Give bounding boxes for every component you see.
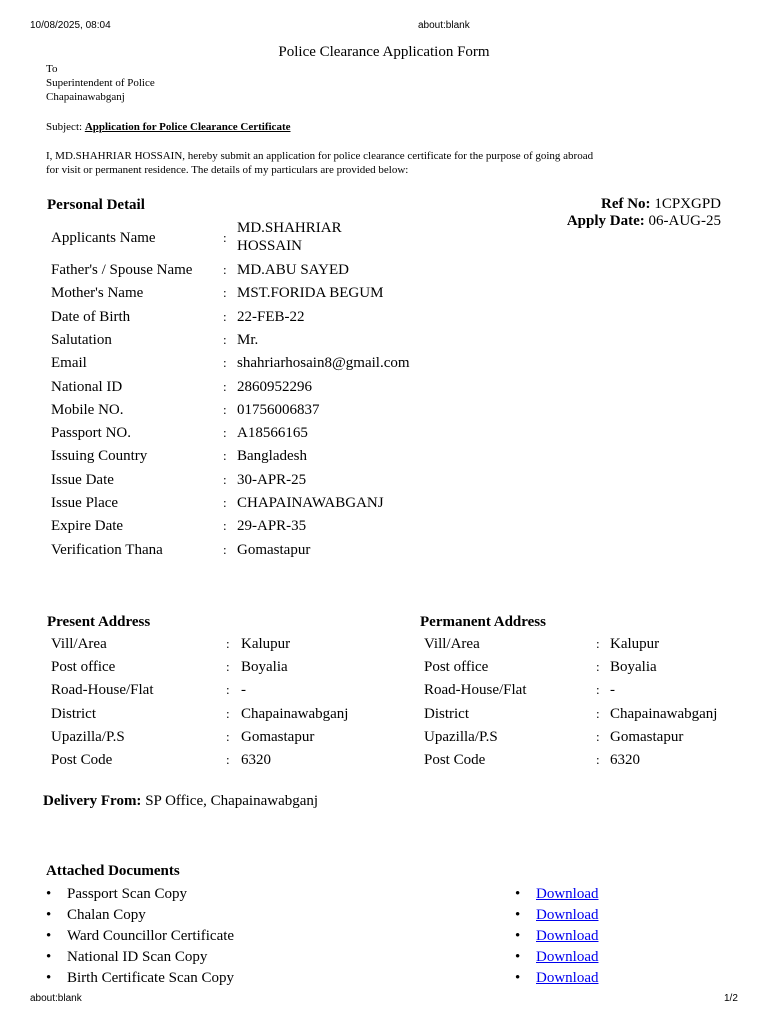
colon: :: [226, 659, 230, 674]
delivery-label: Delivery From:: [43, 793, 142, 809]
value-passport-no: A18566165: [237, 425, 308, 441]
download-item: [515, 906, 599, 927]
form-title: Police Clearance Application Form: [278, 44, 490, 60]
applicant-name-label: Applicants Name: [51, 230, 156, 246]
download-link[interactable]: Download: [536, 949, 599, 965]
colon: :: [226, 729, 230, 744]
label-mobile-no: Mobile NO.: [51, 402, 124, 418]
label-issue-place: Issue Place: [51, 495, 119, 511]
present-label-district: District: [51, 706, 96, 722]
label-expire-date: Expire Date: [51, 518, 124, 534]
print-page-number: 1/2: [724, 993, 738, 1004]
colon: :: [223, 472, 227, 487]
value-mobile-no: 01756006837: [237, 402, 320, 418]
present-value-upazilla-p-s: Gomastapur: [241, 729, 315, 745]
intro-line1: I, MD.SHAHRIAR HOSSAIN, hereby submit an application for police clearance certificate for the purpose of going abroad: [46, 150, 594, 162]
colon: :: [223, 402, 227, 417]
colon: :: [596, 706, 600, 721]
value-issuing-country: Bangladesh: [237, 448, 307, 464]
document-item: • National ID Scan Copy: [46, 948, 234, 969]
present-label-upazilla-p-s: Upazilla/P.S: [51, 729, 125, 745]
recipient-to: To: [46, 63, 58, 75]
download-item: [515, 969, 599, 990]
ref-block: [567, 196, 721, 230]
permanent-label-post-code: Post Code: [424, 752, 486, 768]
print-footer-url: about:blank: [30, 993, 82, 1004]
document-item: • Passport Scan Copy: [46, 885, 234, 906]
permanent-label-upazilla-p-s: Upazilla/P.S: [424, 729, 498, 745]
value-national-id: 2860952296: [237, 379, 312, 395]
value-mother-s-name: MST.FORIDA BEGUM: [237, 285, 384, 301]
download-links-list: [515, 885, 599, 990]
present-label-road-house-flat: Road-House/Flat: [51, 682, 154, 698]
colon: :: [223, 379, 227, 394]
permanent-address-heading: Permanent Address: [420, 614, 546, 630]
label-father-s-spouse-name: Father's / Spouse Name: [51, 262, 193, 278]
permanent-label-district: District: [424, 706, 469, 722]
recipient-line1: Superintendent of Police: [46, 77, 155, 89]
present-value-vill-area: Kalupur: [241, 636, 291, 652]
ref-value: 1CPXGPD: [654, 196, 721, 212]
value-issue-place: CHAPAINAWABGANJ: [237, 495, 384, 511]
label-issuing-country: Issuing Country: [51, 448, 148, 464]
colon: :: [223, 518, 227, 533]
colon: :: [223, 542, 227, 557]
document-item: • Chalan Copy: [46, 906, 234, 927]
permanent-value-district: Chapainawabganj: [610, 706, 718, 722]
subject-label: Subject:: [46, 121, 83, 133]
value-date-of-birth: 22-FEB-22: [237, 309, 305, 325]
label-mother-s-name: Mother's Name: [51, 285, 144, 301]
colon: :: [223, 355, 227, 370]
colon: :: [226, 752, 230, 767]
colon: :: [596, 636, 600, 651]
colon: :: [596, 659, 600, 674]
attached-documents-heading: Attached Documents: [46, 863, 180, 879]
present-address-heading: Present Address: [47, 614, 151, 630]
ref-label: Ref No:: [600, 196, 651, 212]
present-label-post-office: Post office: [51, 659, 116, 675]
present-value-post-office: Boyalia: [241, 659, 288, 675]
colon: :: [226, 682, 230, 697]
value-father-s-spouse-name: MD.ABU SAYED: [237, 262, 349, 278]
colon: :: [223, 285, 227, 300]
subject-line: [46, 120, 291, 134]
delivery-line: [43, 793, 318, 810]
download-link[interactable]: Download: [536, 886, 599, 902]
intro-paragraph: [46, 149, 593, 177]
print-page-title: about:blank: [418, 20, 470, 31]
colon: :: [223, 262, 227, 277]
delivery-value: SP Office, Chapainawabganj: [145, 793, 319, 809]
colon: :: [596, 682, 600, 697]
download-item: [515, 927, 599, 948]
personal-detail-heading: Personal Detail: [47, 197, 145, 213]
apply-date-value: 06-AUG-25: [648, 213, 721, 229]
download-link[interactable]: Download: [536, 970, 599, 986]
label-issue-date: Issue Date: [51, 472, 114, 488]
present-label-vill-area: Vill/Area: [51, 636, 107, 652]
colon: :: [223, 448, 227, 463]
label-date-of-birth: Date of Birth: [51, 309, 131, 325]
label-verification-thana: Verification Thana: [51, 542, 163, 558]
subject-text: Application for Police Clearance Certificate: [84, 121, 291, 133]
colon: :: [596, 752, 600, 767]
applicant-name-line2: HOSSAIN: [237, 238, 303, 254]
present-value-post-code: 6320: [241, 752, 271, 768]
label-salutation: Salutation: [51, 332, 112, 348]
colon: :: [226, 636, 230, 651]
value-expire-date: 29-APR-35: [237, 518, 307, 534]
recipient-line2: Chapainawabganj: [46, 91, 125, 103]
present-value-road-house-flat: -: [241, 682, 246, 698]
label-email: Email: [51, 355, 87, 371]
permanent-label-post-office: Post office: [424, 659, 489, 675]
present-label-post-code: Post Code: [51, 752, 113, 768]
permanent-value-post-office: Boyalia: [610, 659, 657, 675]
download-item: [515, 885, 599, 906]
download-link[interactable]: Download: [536, 907, 599, 923]
colon: :: [223, 332, 227, 347]
download-item: [515, 948, 599, 969]
document-item: • Ward Councillor Certificate: [46, 927, 234, 948]
intro-line2: for visit or permanent residence. The details of my particulars are provided below:: [46, 164, 409, 176]
colon: :: [596, 729, 600, 744]
value-issue-date: 30-APR-25: [237, 472, 307, 488]
colon: :: [223, 495, 227, 510]
value-salutation: Mr.: [237, 332, 259, 348]
value-email: shahriarhosain8@gmail.com: [237, 355, 410, 371]
label-national-id: National ID: [51, 379, 123, 395]
permanent-value-vill-area: Kalupur: [610, 636, 660, 652]
permanent-value-upazilla-p-s: Gomastapur: [610, 729, 684, 745]
colon: :: [223, 309, 227, 324]
value-verification-thana: Gomastapur: [237, 542, 311, 558]
permanent-label-vill-area: Vill/Area: [424, 636, 480, 652]
label-passport-no: Passport NO.: [51, 425, 132, 441]
download-link[interactable]: Download: [536, 928, 599, 944]
colon: :: [223, 230, 227, 245]
present-value-district: Chapainawabganj: [241, 706, 349, 722]
document-item: • Birth Certificate Scan Copy: [46, 969, 234, 990]
colon: :: [223, 425, 227, 440]
permanent-label-road-house-flat: Road-House/Flat: [424, 682, 527, 698]
apply-date-label: Apply Date:: [566, 213, 645, 229]
permanent-value-post-code: 6320: [610, 752, 640, 768]
print-datetime: 10/08/2025, 08:04: [30, 20, 111, 31]
attached-documents-list: [46, 885, 234, 990]
colon: :: [226, 706, 230, 721]
applicant-name-line1: MD.SHAHRIAR: [237, 220, 342, 236]
permanent-value-road-house-flat: -: [610, 682, 615, 698]
recipient-block: [46, 62, 155, 104]
